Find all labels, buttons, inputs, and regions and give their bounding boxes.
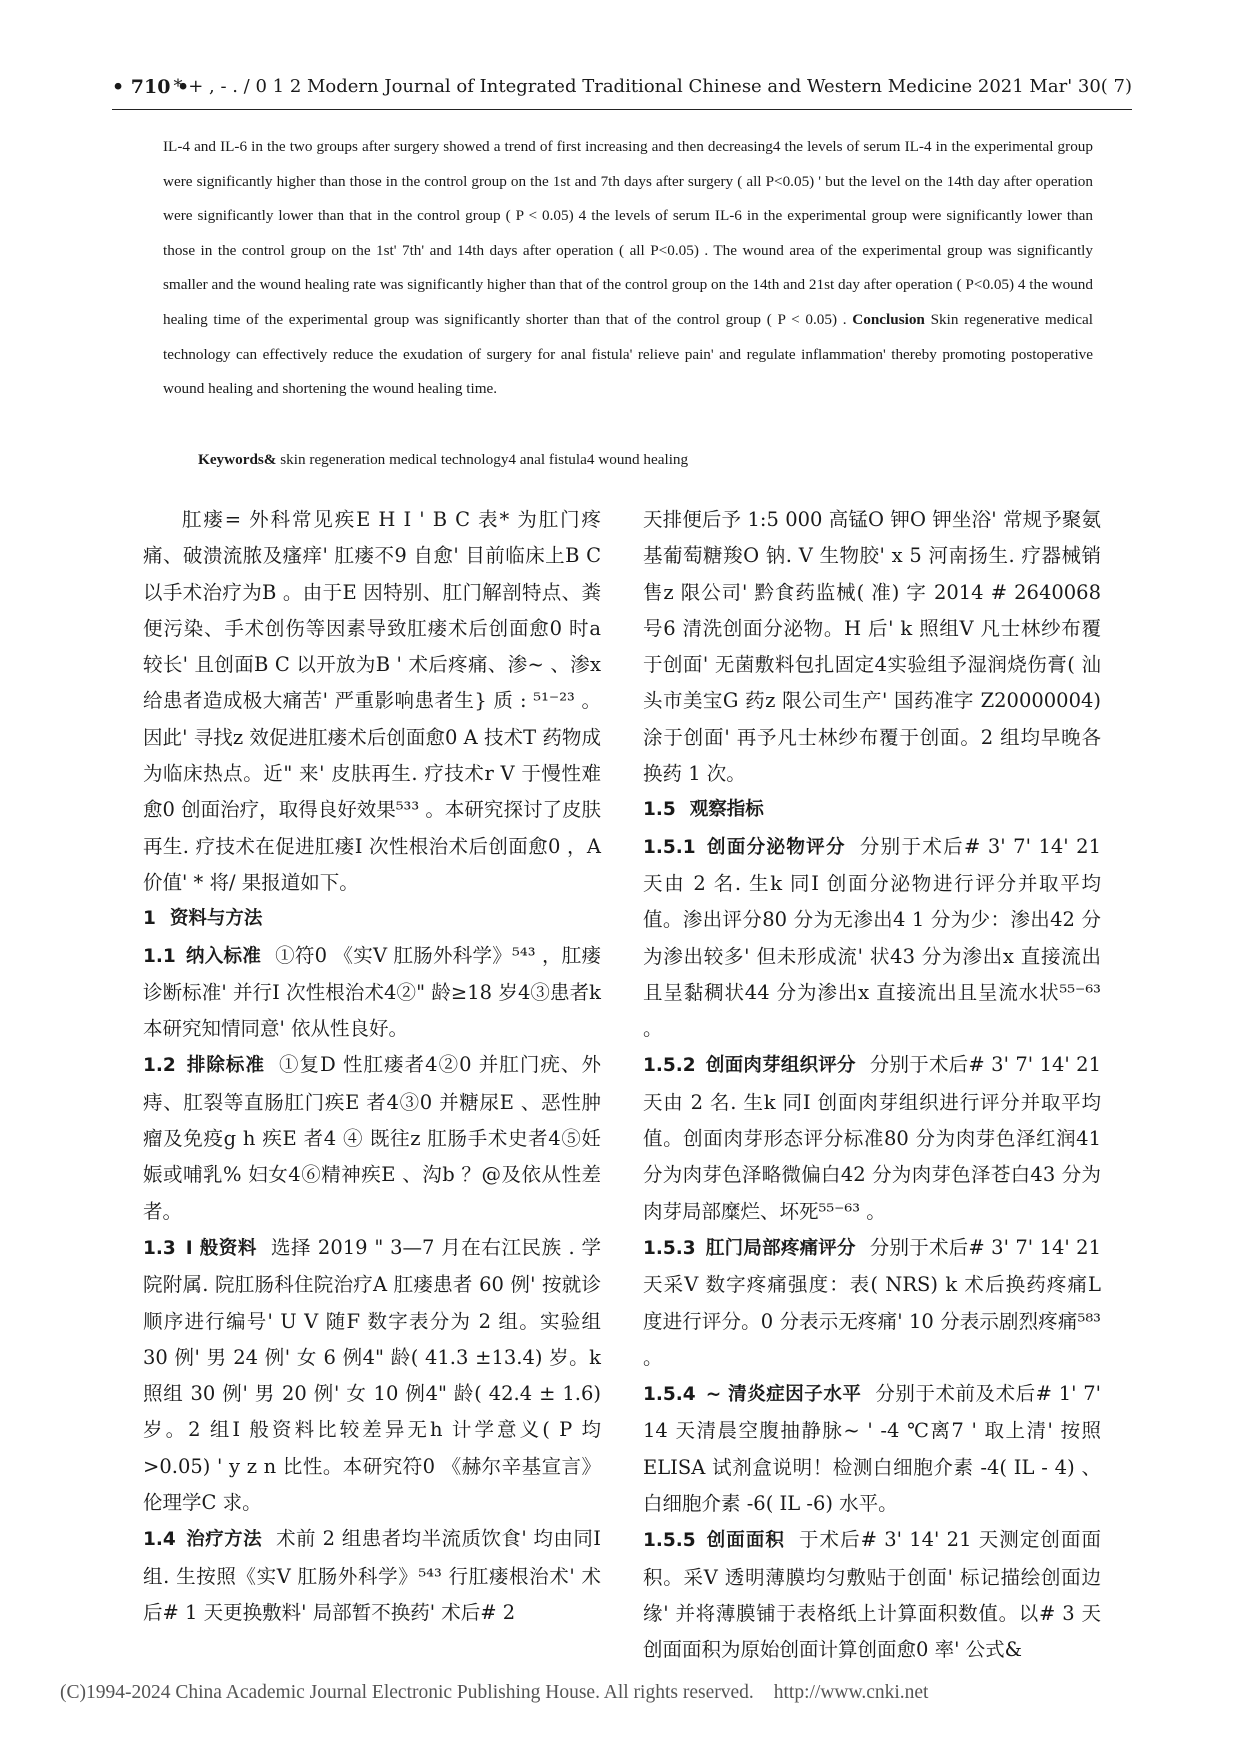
subsection-title: 观察指标 [689,799,764,821]
subsection-number: 1.4 [143,1529,176,1551]
subsection-number: 1.5.2 [643,1055,696,1077]
page-number: • 710 • [112,76,190,98]
section-title: 资料与方法 [169,908,263,930]
subsection-title: 排除标准 [185,1055,265,1077]
section-heading [143,901,601,937]
conclusion-text: Skin regenerative medical technology can effectively reduce the exudation of surgery for anal fistula' relieve pain' and regulate inflammation' thereby promoting postoperative wound healing and shortening the wound healing time. [163,310,1094,398]
subsection-text: ①符0 《实V 肛肠外科学》⁵⁴³ ，肛瘘诊断标准' 并行I 次性根治术4②" 龄≥18 岁4③患者k 本研究知情同意' 依从性良好。 [143,943,601,1041]
subsection-text: 分别于术前及术后# 1' 7' 14 天清晨空腹抽静脉~ ' -4 ℃离7 ' 取上清' 按照 ELISA 试剂盒说明！检测白细胞介素 -4( IL - 4) 、白细胞介素 -6( IL -6) 水平。 [643,1382,1101,1516]
english-abstract [163,130,1093,407]
subsection-1-5-4 [643,1376,1101,1522]
subsection-number: 1.2 [143,1055,176,1077]
subsection-1-4 [143,1521,601,1631]
subsection-number: 1.5.5 [643,1530,696,1552]
subsection-number: 1.5.4 [643,1384,696,1406]
section-number: 1 [143,908,156,930]
subsection-title: 创面肉芽组织评分 [705,1055,856,1077]
continued-paragraph: 天排便后予 1:5 000 高锰O 钾O 钾坐浴' 常规予聚氨基葡萄糖羧O 钠. V 生物胶' x 5 河南扬生. 疗器械销售z 限公司' 黔食药监械( 准) 字 2014 # 2640068 号6 清洗创面分泌物。H 后' k 照组V 凡士林纱布覆于创面' 无菌敷料包扎固定4实验组予湿润烧伤膏( 汕头市美宝G 药z 限公司生产' 国药准字 Z20000004) 涂于创面' 再予凡士林纱布覆于创面。2 组均早晚各换药 1 次。 [643,508,1101,786]
subsection-title: I 般资料 [185,1237,257,1259]
subsection-title: ~ 清炎症因子水平 [705,1384,862,1406]
subsection-heading [143,1238,271,1259]
subsection-text: 分别于术后# 3' 7' 14' 21 天采V 数字疼痛强度：表( NRS) k 术后换药疼痛L 度进行评分。0 分表示无疼痛' 10 分表示剧烈疼痛⁵⁸³ 。 [643,1235,1101,1369]
subsection-1-2 [143,1047,601,1229]
subsection-heading [643,1238,870,1259]
subsection-text: 于术后# 3' 14' 21 天测定创面面积。采V 透明薄膜均匀敷贴于创面' 标记描绘创面边缘' 并将薄膜铺于表格纸上计算面积数值。以# 3 天创面面积为原始创面计算创面愈0 率' 公式& [643,1528,1101,1662]
subsection-title: 纳入标准 [185,945,262,967]
subsection-title: 肛门局部疼痛评分 [705,1237,856,1259]
subsection-heading [143,1055,279,1076]
subsection-1-5-3 [643,1230,1101,1376]
subsection-1-5-2 [643,1047,1101,1229]
subsection-text: 分别于术后# 3' 7' 14' 21 天由 2 名. 生k 同I 创面分泌物进行评分并取平均值。渗出评分80 分为无渗出4 1 分为少：渗出42 分为渗出较多' 但未形成流' 状43 分为渗出x 直接流出且呈黏稠状44 分为渗出x 直接流出且呈流水状⁵⁵⁻⁶³ 。 [643,834,1101,1041]
subsection-heading [643,1055,870,1076]
abstract-results-text: IL-4 and IL-6 in the two groups after surgery showed a trend of first increasing and then decreasing4 the levels of serum IL-4 in the experimental group were significantly higher than those in the control group on the 1st and 7th days after surgery ( all P<0.05) ' but the level on the 14th day after operation were significantly lower than that in the control group ( P < 0.05) 4 the levels of serum IL-6 in the experimental group were significantly lower than those in the control group on the 1st' 7th' and 14th days after operation ( all P<0.05) . The wound area of the experimental group was significantly smaller and the wound healing rate was significantly higher than that of the control group on the 14th and 21st day after operation ( P<0.05) 4 the wound healing time of the experimental group was significantly shorter than that of the control group ( P < 0.05) . [163,138,1093,328]
intro-paragraph: 肛瘘= 外科常见疾E H I ' B C 表* 为肛门疼痛、破溃流脓及瘙痒' 肛瘘不9 自愈' 目前临床上B C 以手术治疗为B 。由于E 因特别、肛门解剖特点、粪便污染、手术创伤等因素导致肛瘘术后创面愈0 时a 较长' 且创面B C 以开放为B ' 术后疼痛、渗~ 、渗x 给患者造成极大痛苦' 严重影响患者生} 质 : ⁵¹⁻²³ 。因此' 寻找z 效促进肛瘘术后创面愈0 A 技术T 药物成为临床热点。近" 来' 皮肤再生. 疗技术r V 于慢性难愈0 创面治疗，取得良好效果⁵³³ 。本研究探讨了皮肤再生. 疗技术在促进肛瘘I 次性根治术后创面愈0 ，A 价值' * 将/ 果报道如下。 [143,508,601,894]
copyright-text: (C)1994-2024 China Academic Journal Electronic Publishing House. All rights reserved. [60,1682,754,1703]
subsection-title: 创面分泌物评分 [705,836,846,858]
subsection-heading [143,1529,276,1550]
abstract-paragraph [163,130,1093,407]
subsection-title: 创面面积 [705,1530,785,1552]
subsection-number: 1.5.3 [643,1237,696,1259]
subsection-title: 治疗方法 [185,1529,263,1551]
subsection-text: 分别于术后# 3' 7' 14' 21 天由 2 名. 生k 同I 创面肉芽组织进行评分并取平均值。创面肉芽形态评分标准80 分为肉芽色泽红润41 分为肉芽色泽略微偏白42 分为肉芽色泽苍白43 分为肉芽局部糜烂、坏死⁵⁵⁻⁶³ 。 [643,1053,1101,1223]
subsection-heading [643,837,860,858]
keywords-text: skin regeneration medical technology4 anal fistula4 wound healing [276,451,689,468]
copyright-footer [60,1682,1180,1704]
subsection-text: 术前 2 组患者均半流质饮食' 均由同I 组. 生按照《实V 肛肠外科学》⁵⁴³ 行肛瘘根治术' 术后# 1 天更换敷料' 局部暂不换药' 术后# 2 [143,1527,601,1624]
subsection-heading [143,946,275,967]
subsection-1-5-1 [643,829,1101,1048]
subsection-number: 1.5 [643,799,676,821]
subsection-text: 选择 2019 " 3—7 月在右江民族 . 学院附属. 院肛肠科住院治疗A 肛瘘患者 60 例' 按就诊顺序进行编号' U V 随F 数字表分为 2 组。实验组 30 例' 男 24 例' 女 6 例4" 龄( 41.3 ±13.4) 岁。k 照组 30 例' 男 20 例' 女 10 例4" 龄( 42.4 ± 1.6) 岁。2 组I 般资料比较差异无h 计学意义( P 均 >0.05) ' y z n 比性。本研究符0 《赫尔辛基宣言》伦理学C 求。 [143,1235,601,1515]
subsection-1-5-5 [643,1522,1101,1668]
journal-title: * + , - . / 0 1 2 Modern Journal of Integrated Traditional Chinese and Western Medicine 2021 Mar' 30( 7) [173,76,1132,97]
subsection-1-1 [143,938,601,1048]
subsection-heading-1-5 [643,792,1101,828]
subsection-heading [643,1530,799,1551]
subsection-number: 1.1 [143,945,176,967]
conclusion-label: Conclusion [852,310,925,328]
keywords-label: Keywords& [198,451,277,468]
subsection-1-3 [143,1230,601,1521]
body-column-right [643,502,1101,1669]
keywords-line [198,451,1098,469]
running-header [112,72,1132,106]
subsection-heading [643,1384,875,1405]
subsection-text: ①复D 性肛瘘者4②0 并肛门疣、外痔、肛裂等直肠肛门疾E 者4③0 并糖尿E 、恶性肿瘤及免疫g h 疾E 者4 ④ 既往z 肛肠手术史者4⑤妊娠或哺乳% 妇女4⑥精神疾E 、沟b ？@及依从性差者。 [143,1053,601,1223]
header-rule [112,109,1132,110]
cnki-link[interactable]: http://www.cnki.net [773,1682,929,1703]
subsection-number: 1.5.1 [643,836,696,858]
subsection-number: 1.3 [143,1237,176,1259]
body-column-left [143,502,601,1631]
